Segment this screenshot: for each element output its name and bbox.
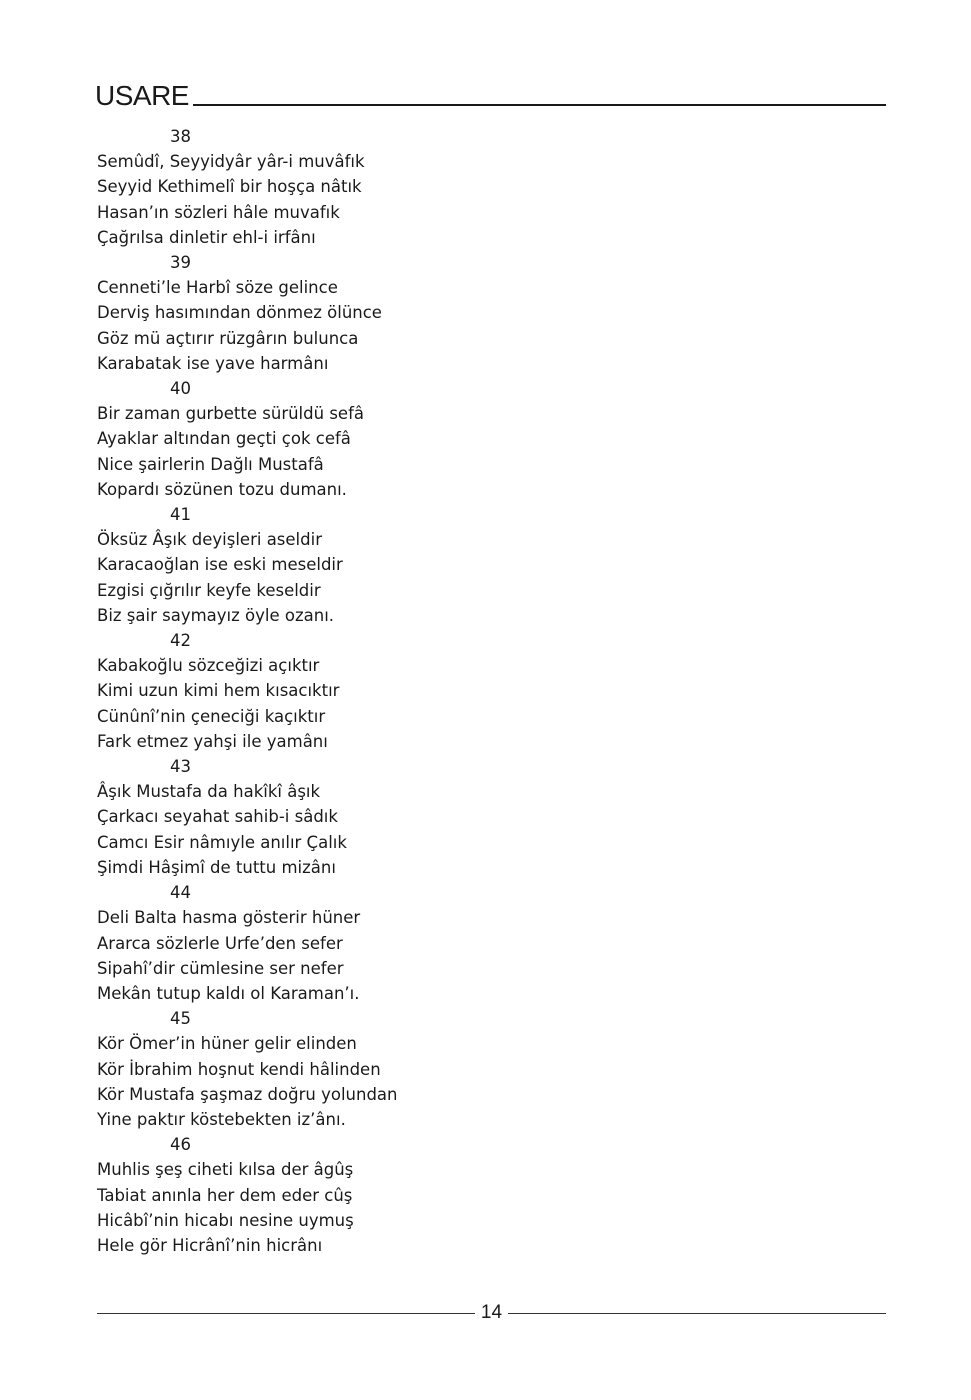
page-number: 14 <box>480 1302 503 1323</box>
journal-title: USARE <box>95 80 189 111</box>
verse-line: Yine paktır köstebekten iz’ânı. <box>97 1109 346 1129</box>
stanza-number: 44 <box>170 883 191 903</box>
verse-line: Hicâbî’nin hicabı nesine uymuş <box>97 1210 354 1230</box>
header-rule <box>193 104 886 106</box>
verse-line: Kimi uzun kimi hem kısacıktır <box>97 681 340 701</box>
stanza <box>97 628 797 754</box>
verse-line: Camcı Esir nâmıyle anılır Çalık <box>97 832 347 852</box>
verse-line: Karacaoğlan ise eski meseldir <box>97 555 343 575</box>
verse-line: Kör Mustafa şaşmaz doğru yolundan <box>97 1084 398 1104</box>
stanza-number: 43 <box>170 757 191 777</box>
verse-line: Göz mü açtırır rüzgârın bulunca <box>97 328 359 348</box>
stanza-number: 41 <box>170 505 191 525</box>
verse-line: Çarkacı seyahat sahib-i sâdık <box>97 807 338 827</box>
stanza-number: 45 <box>170 1009 191 1029</box>
verse-line: Muhlis şeş ciheti kılsa der âgûş <box>97 1160 354 1180</box>
verse-line: Şimdi Hâşimî de tuttu mizânı <box>97 857 336 877</box>
verse-line: Kör İbrahim hoşnut kendi hâlinden <box>97 1059 381 1079</box>
stanza-number: 40 <box>170 379 191 399</box>
stanza-number: 42 <box>170 631 191 651</box>
footer-rule-left <box>97 1313 475 1314</box>
verse-line: Biz şair saymayız öyle ozanı. <box>97 605 335 625</box>
verse-line: Mekân tutup kaldı ol Karaman’ı. <box>97 983 360 1003</box>
verse-line: Kopardı sözünen tozu dumanı. <box>97 479 347 499</box>
verse-line: Âşık Mustafa da hakîkî âşık <box>97 782 321 802</box>
verse-line: Deli Balta hasma gösterir hüner <box>97 908 361 928</box>
footer-rule-right <box>508 1313 886 1314</box>
verse-line: Fark etmez yahşi ile yamânı <box>97 731 328 751</box>
verse-line: Ayaklar altından geçti çok cefâ <box>97 429 351 449</box>
page-header <box>95 80 886 110</box>
stanza <box>97 502 797 628</box>
stanza <box>97 880 797 1006</box>
verse-line: Semûdî, Seyyidyâr yâr-i muvâfık <box>97 152 365 172</box>
stanza <box>97 1006 797 1132</box>
stanza <box>97 1132 797 1258</box>
verse-line: Seyyid Kethimelî bir hoşça nâtık <box>97 177 362 197</box>
verse-line: Tabiat anınla her dem eder cûş <box>97 1185 353 1205</box>
poem-body <box>97 124 797 1258</box>
verse-line: Karabatak ise yave harmânı <box>97 353 329 373</box>
verse-line: Cenneti’le Harbî söze gelince <box>97 278 338 298</box>
verse-line: Sipahî’dir cümlesine ser nefer <box>97 958 344 978</box>
verse-line: Derviş hasımından dönmez ölünce <box>97 303 382 323</box>
stanza-number: 46 <box>170 1135 191 1155</box>
stanza-number: 38 <box>170 127 191 146</box>
verse-line: Öksüz Âşık deyişleri aseldir <box>97 530 322 550</box>
verse-line: Kör Ömer’in hüner gelir elinden <box>97 1034 357 1054</box>
verse-line: Çağrılsa dinletir ehl-i irfânı <box>97 227 316 247</box>
verse-line: Ararca sözlerle Urfe’den sefer <box>97 933 343 953</box>
verse-line: Hasan’ın sözleri hâle muvafık <box>97 202 340 222</box>
verse-line: Cünûnî’nin çeneciği kaçıktır <box>97 706 326 726</box>
verse-line: Nice şairlerin Dağlı Mustafâ <box>97 454 324 474</box>
verse-line: Kabakoğlu sözceğizi açıktır <box>97 656 320 676</box>
verse-line: Bir zaman gurbette sürüldü sefâ <box>97 404 364 424</box>
stanza-number: 39 <box>170 253 191 273</box>
stanza <box>97 376 797 502</box>
verse-line: Ezgisi çığrılır keyfe keseldir <box>97 580 321 600</box>
verse-line: Hele gör Hicrânî’nin hicrânı <box>97 1235 323 1255</box>
stanza <box>97 754 797 880</box>
stanza <box>97 124 797 250</box>
page-footer <box>97 1300 886 1328</box>
stanza <box>97 250 797 376</box>
